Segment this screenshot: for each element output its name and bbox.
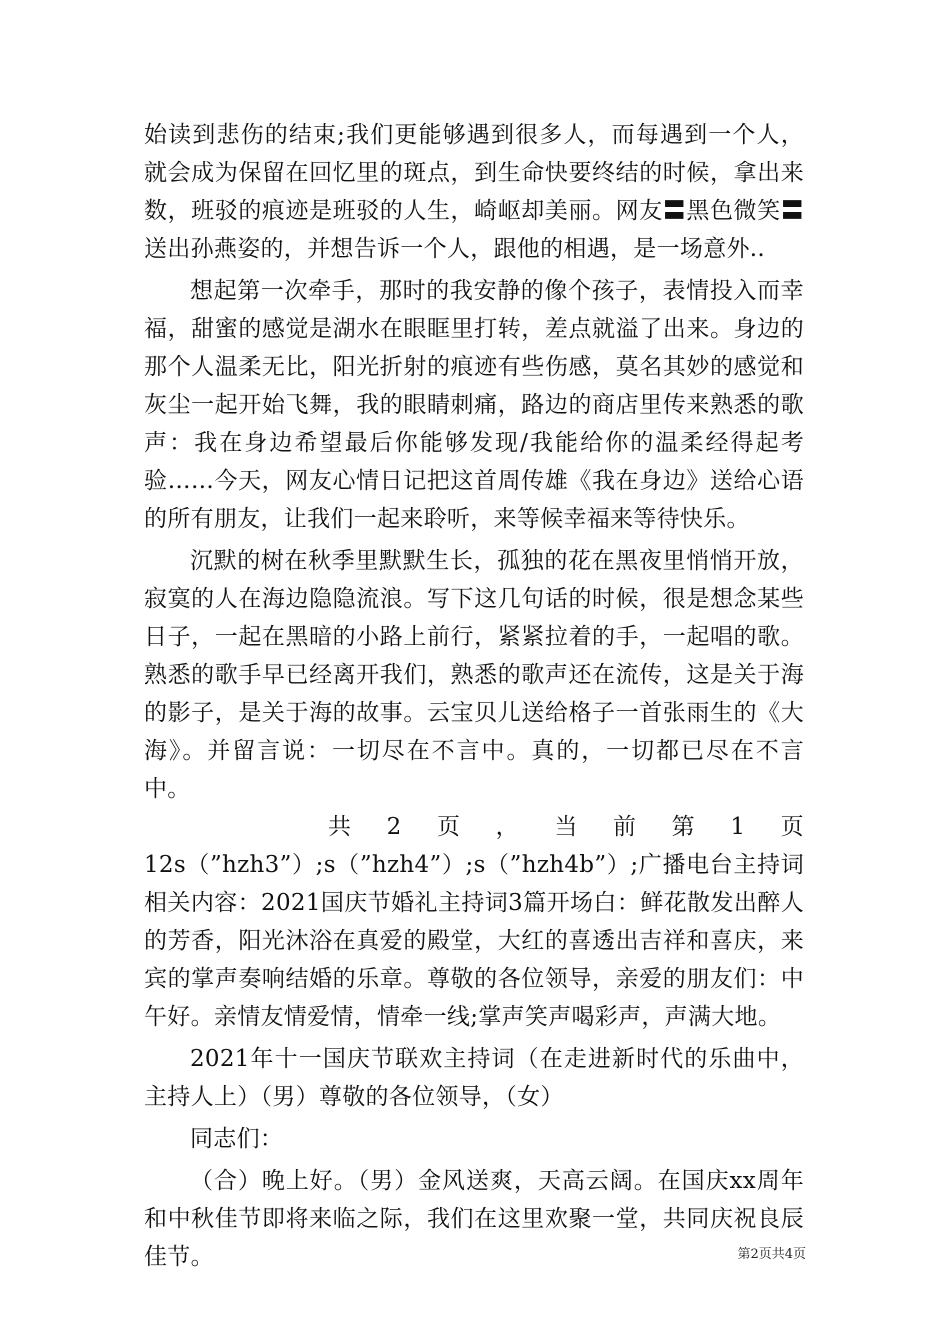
page-info-char: 当	[554, 814, 578, 840]
page-info-char: 共	[328, 814, 352, 840]
page-info-char: 第	[671, 814, 695, 840]
paragraph-7: （合）晚上好。（男）金风送爽，天高云阔。在国庆xx周年和中秋佳节即将来临之际，我们在这里欢聚一堂，共同庆祝良辰佳节。	[144, 1168, 804, 1270]
paragraph-4: 12s（”hzh3”）;s（”hzh4”）;s（”hzh4b”）;广播电台主持词相关内容：2021国庆节婚礼主持词3篇开场白：鲜花散发出醉人的芳香，阳光沐浴在真爱的殿堂，大红的喜透出吉祥和喜庆，来宾的掌声奏响结婚的乐章。尊敬的各位领导，亲爱的朋友们：中午好。亲情友情爱情，情牵一线;掌声笑声喝彩声，声满大地。	[144, 852, 804, 1030]
page-footer: 第2页共4页	[737, 1247, 806, 1262]
page-info-char: 前	[612, 814, 637, 840]
paragraph-5: 2021年十一国庆节联欢主持词（在走进新时代的乐曲中，主持人上）（男）尊敬的各位领导，（女）	[144, 1046, 804, 1110]
page-info-char: 页	[436, 814, 461, 840]
paragraph-6: 同志们：	[190, 1126, 284, 1152]
body-text	[144, 116, 804, 1276]
page-info-char: 页	[780, 814, 804, 840]
paragraph-1: 始读到悲伤的结束;我们更能够遇到很多人，而每遇到一个人，就会成为保留在回忆里的斑点，到生命快要终结的时候，拿出来数，班驳的痕迹是班驳的人生，崎岖却美丽。网友〓黑色微笑〓送出孙燕姿的，并想告诉一个人，跟他的相遇，是一场意外..	[144, 122, 804, 262]
page-info-char: ，	[495, 814, 519, 840]
page-info-char: 1	[730, 814, 746, 840]
page-info-char: 2	[386, 814, 402, 840]
page-info-line	[144, 808, 804, 846]
paragraph-3: 沉默的树在秋季里默默生长，孤独的花在黑夜里悄悄开放，寂寞的人在海边隐隐流浪。写下这几句话的时候，很是想念某些日子，一起在黑暗的小路上前行，紧紧拉着的手，一起唱的歌。熟悉的歌手早已经离开我们，熟悉的歌声还在流传，这是关于海的影子，是关于海的故事。云宝贝儿送给格子一首张雨生的《大海》。并留言说：一切尽在不言中。真的，一切都已尽在不言中。	[144, 548, 804, 802]
paragraph-2: 想起第一次牵手，那时的我安静的像个孩子，表情投入而幸福，甜蜜的感觉是湖水在眼眶里打转，差点就溢了出来。身边的那个人温柔无比，阳光折射的痕迹有些伤感，莫名其妙的感觉和灰尘一起开始飞舞，我的眼睛刺痛，路边的商店里传来熟悉的歌声：我在身边希望最后你能够发现/我能给你的温柔经得起考验……今天，网友心情日记把这首周传雄《我在身边》送给心语的所有朋友，让我们一起来聆听，来等候幸福来等待快乐。	[144, 278, 804, 532]
